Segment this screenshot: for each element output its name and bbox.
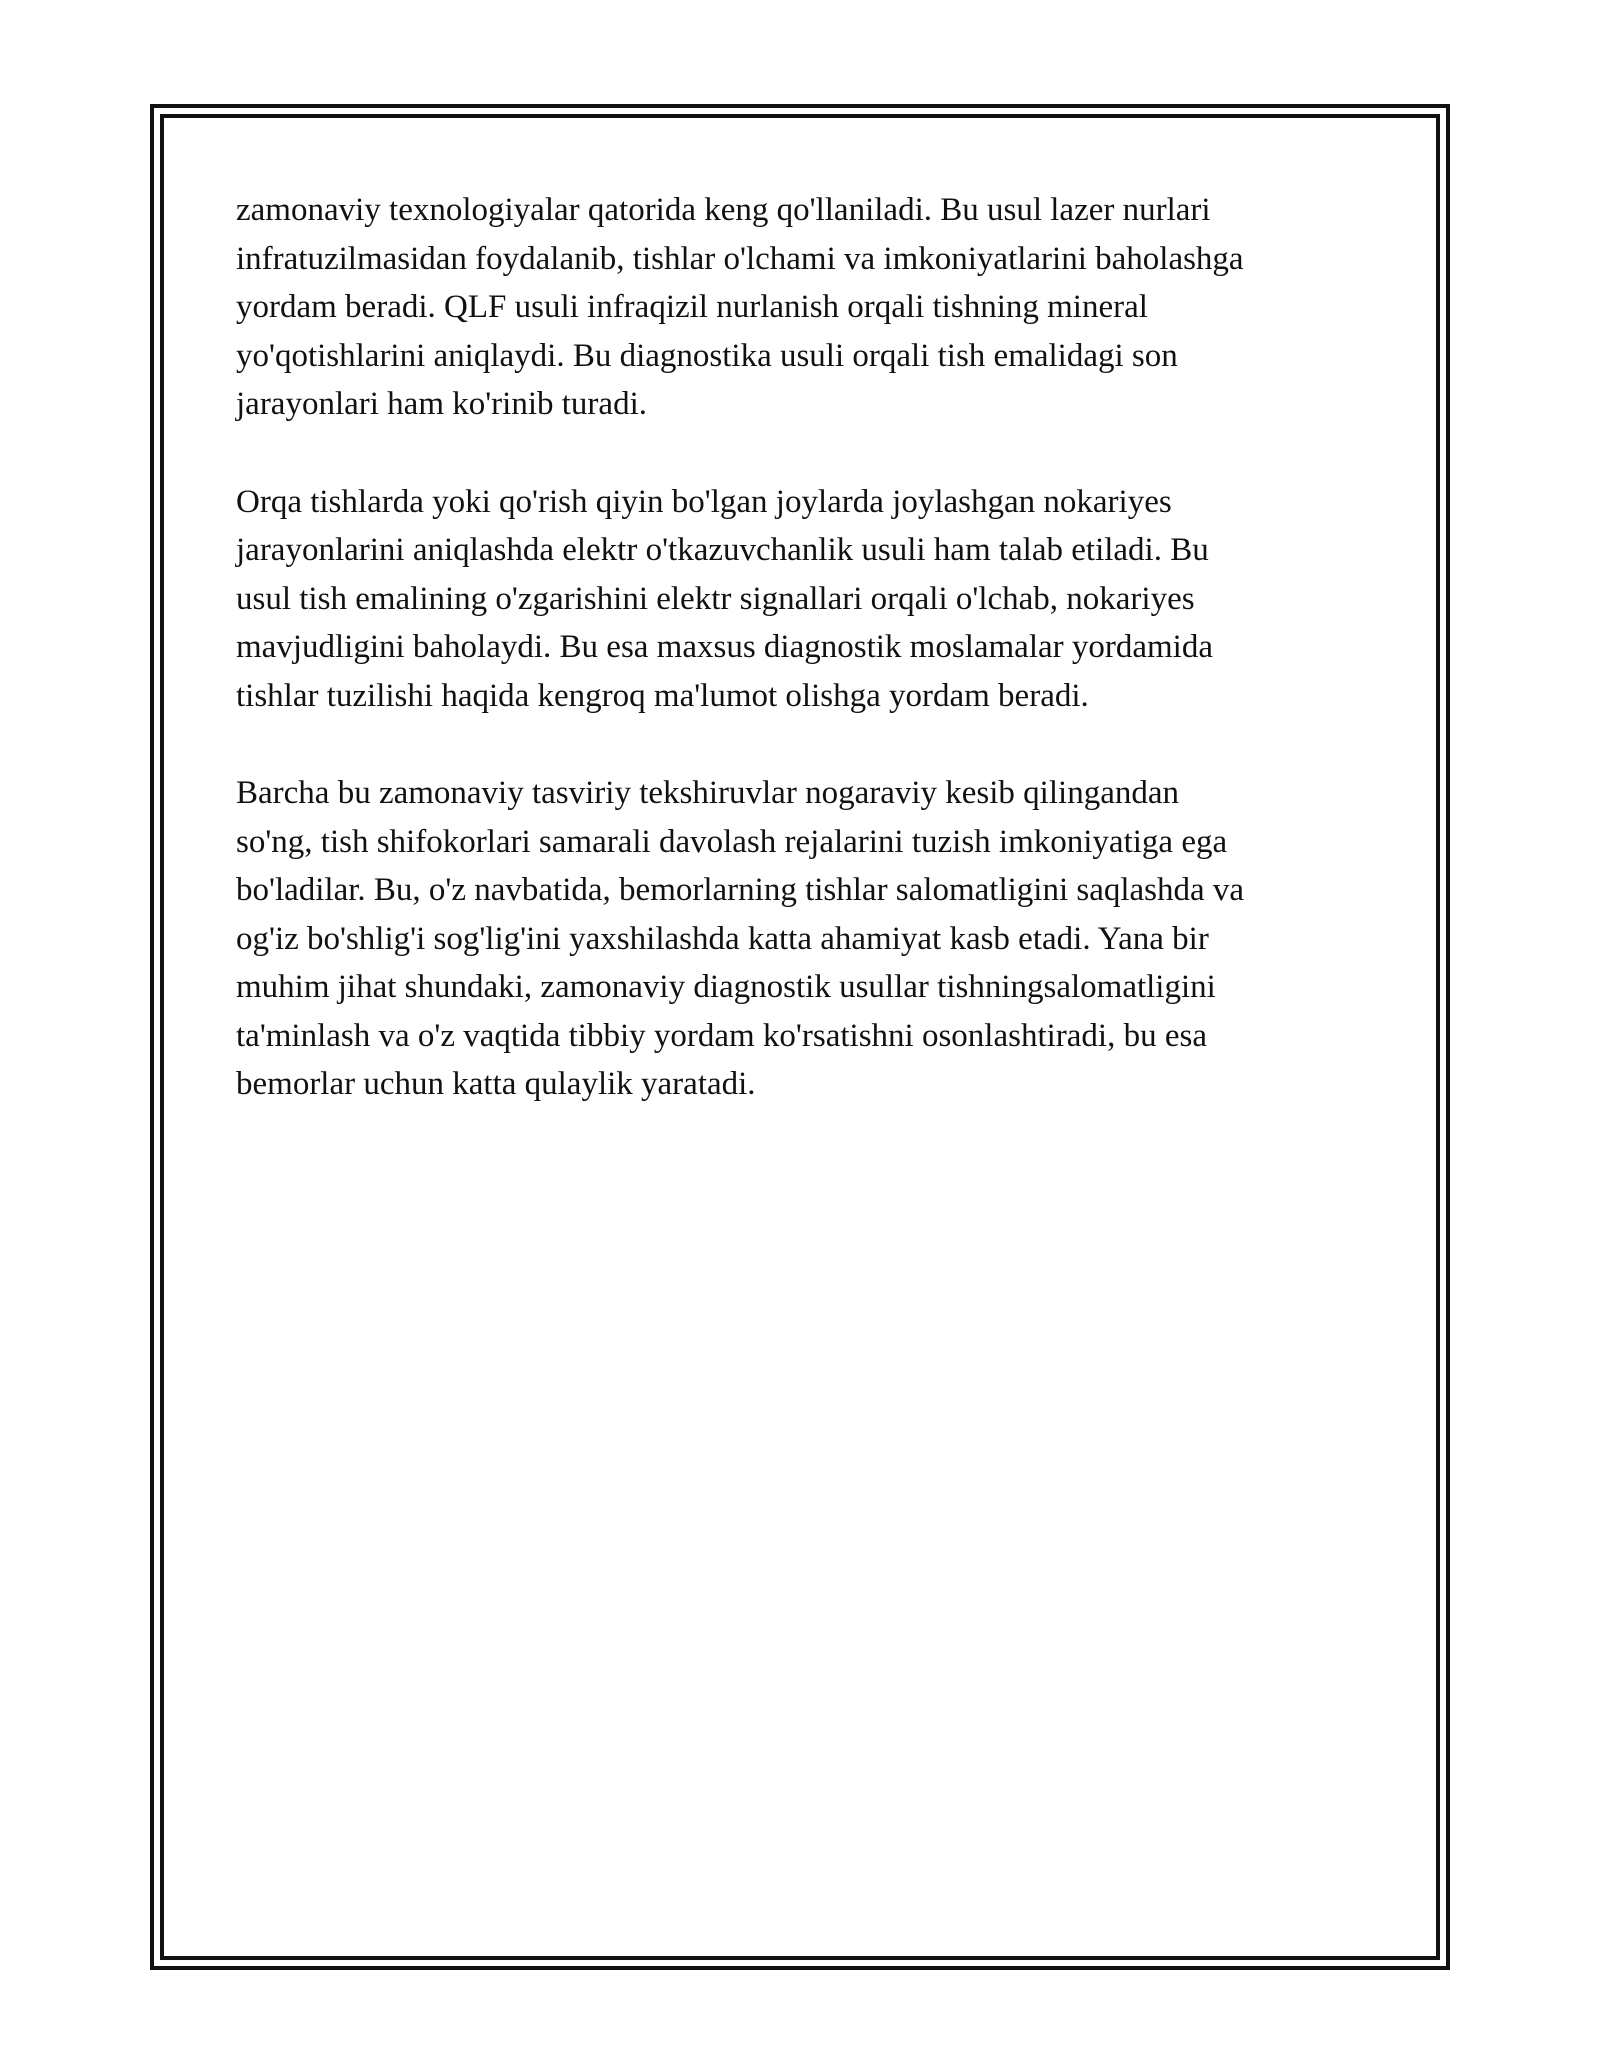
text-line: ta'minlash va o'z vaqtida tibbiy yordam ko'rsatishni osonlashtiradi, bu esa: [236, 1017, 1207, 1054]
text-line: bo'ladilar. Bu, o'z navbatida, bemorlarning tishlar salomatligini saqlashda va: [236, 872, 1245, 908]
document-body: [236, 186, 1366, 1158]
text-line: yordam beradi. QLF usuli infraqizil nurlanish orqali tishning mineral: [236, 289, 1148, 325]
text-line: yo'qotishlarini aniqlaydi. Bu diagnostika usuli orqali tish emalidagi son: [236, 337, 1178, 374]
text-line: jarayonlarini aniqlashda elektr o'tkazuvchanlik usuli ham talab etiladi. Bu: [236, 532, 1209, 568]
text-line: usul tish emalining o'zgarishini elektr signallari orqali o'lchab, nokariyes: [236, 580, 1195, 617]
text-line: og'iz bo'shlig'i sog'lig'ini yaxshilashda katta ahamiyat kasb etadi. Yana bir: [236, 920, 1209, 957]
text-line: infratuzilmasidan foydalanib, tishlar o'lchami va imkoniyatlarini baholashga: [236, 240, 1244, 277]
text-line: zamonaviy texnologiyalar qatorida keng qo'llaniladi. Bu usul lazer nurlari: [236, 192, 1211, 228]
text-line: muhim jihat shundaki, zamonaviy diagnostik usullar tishningsalomatligini: [236, 969, 1216, 1005]
text-line: Orqa tishlarda yoki qo'rish qiyin bo'lgan joylarda joylashgan nokariyes: [236, 483, 1172, 520]
text-line: Barcha bu zamonaviy tasviriy tekshiruvlar nogaraviy kesib qilingandan: [236, 775, 1179, 811]
text-line: mavjudligini baholaydi. Bu esa maxsus diagnostik moslamalar yordamida: [236, 629, 1213, 665]
paragraph-1: [236, 186, 1366, 429]
text-line: jarayonlari ham ko'rinib turadi.: [236, 386, 647, 422]
paragraph-2: [236, 478, 1366, 721]
text-line: bemorlar uchun katta qulaylik yaratadi.: [236, 1066, 756, 1102]
text-line: tishlar tuzilishi haqida kengroq ma'lumot olishga yordam beradi.: [236, 677, 1089, 714]
paragraph-3: [236, 769, 1366, 1109]
text-line: so'ng, tish shifokorlari samarali davolash rejalarini tuzish imkoniyatiga ega: [236, 823, 1228, 860]
